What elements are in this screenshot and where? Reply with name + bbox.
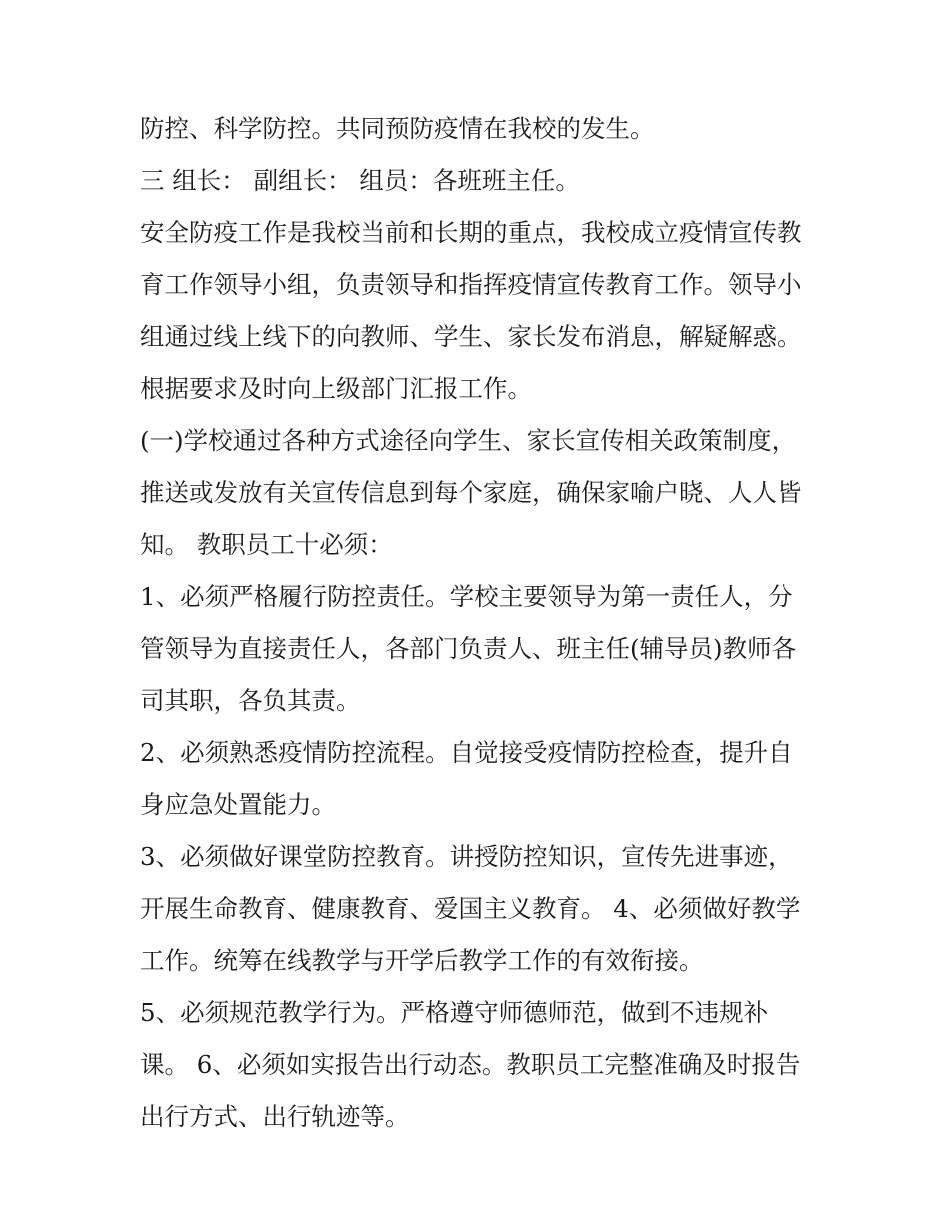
text-line: 2、必须熟悉疫情防控流程。自觉接受疫情防控检查，提升自 — [140, 738, 793, 767]
text-line: 出行方式、出行轨迹等。 — [140, 1102, 410, 1131]
text-line: 防控、科学防控。共同预防疫情在我校的发生。 — [140, 114, 655, 143]
text-line: 3、必须做好课堂防控教育。讲授防控知识，宣传先进事迹， — [140, 842, 793, 871]
text-line: 身应急处置能力。 — [140, 790, 336, 819]
text-line: 育工作领导小组，负责领导和指挥疫情宣传教育工作。领导小 — [140, 270, 802, 299]
text-line: 5、必须规范教学行为。严格遵守师德师范，做到不违规补 — [140, 998, 769, 1027]
text-line: 根据要求及时向上级部门汇报工作。 — [140, 374, 532, 403]
text-line: (一)学校通过各种方式途径向学生、家长宣传相关政策制度， — [140, 426, 797, 455]
text-line: 工作。统筹在线教学与开学后教学工作的有效衔接。 — [140, 946, 704, 975]
text-line: 1、必须严格履行防控责任。学校主要领导为第一责任人，分 — [140, 582, 793, 611]
text-line: 组通过线上线下的向教师、学生、家长发布消息，解疑解惑。 — [140, 322, 802, 351]
text-line: 课。 6、必须如实报告出行动态。教职员工完整准确及时报告 — [140, 1050, 801, 1079]
text-line: 管领导为直接责任人，各部门负责人、班主任(辅导员)教师各 — [140, 634, 797, 663]
text-line: 司其职，各负其责。 — [140, 686, 361, 715]
text-line: 开展生命教育、健康教育、爱国主义教育。 4、必须做好教学 — [140, 894, 801, 923]
text-line: 三 组长： 副组长： 组员：各班班主任。 — [140, 166, 580, 195]
text-line: 安全防疫工作是我校当前和长期的重点，我校成立疫情宣传教 — [140, 218, 802, 247]
text-line: 推送或发放有关宣传信息到每个家庭，确保家喻户晓、人人皆 — [140, 478, 802, 507]
text-line: 知。 教职员工十必须： — [140, 530, 393, 559]
document-body — [140, 103, 830, 1143]
